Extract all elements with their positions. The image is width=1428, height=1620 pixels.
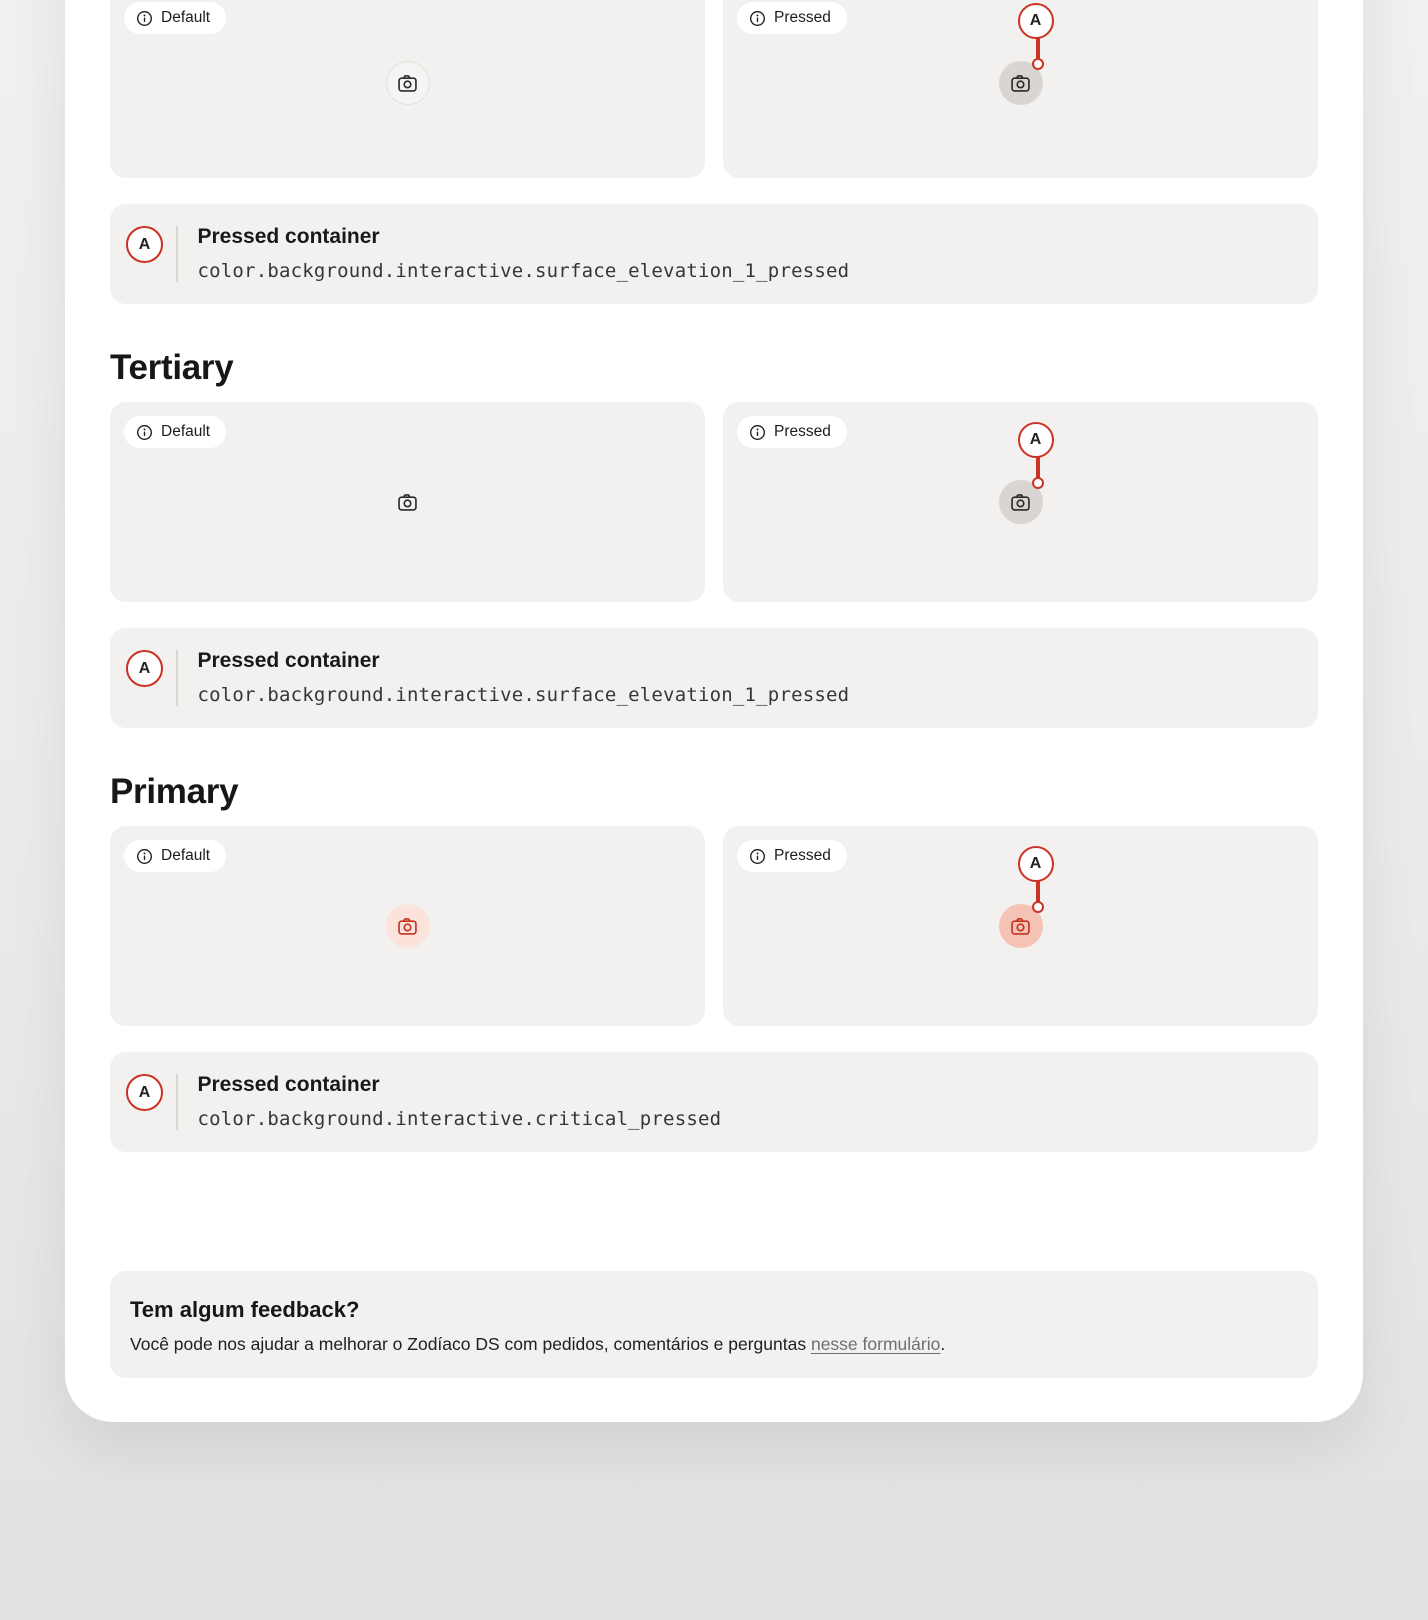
camera-icon-button[interactable]: [386, 480, 430, 524]
camera-icon-button[interactable]: [386, 904, 430, 948]
icon-button-wrap: [999, 431, 1043, 524]
annotation-pressed-container: [110, 628, 1318, 728]
camera-icon: [1009, 915, 1032, 938]
state-panels: [110, 402, 1318, 602]
info-icon: [749, 848, 766, 865]
info-icon: [136, 424, 153, 441]
camera-icon: [1009, 72, 1032, 95]
icon-button-wrap: [386, 61, 430, 105]
info-icon: [136, 10, 153, 27]
annotation-marker-a: A: [126, 1074, 163, 1111]
annotation-token: color.background.interactive.critical_pressed: [197, 1108, 722, 1130]
state-badge-label: Default: [161, 847, 211, 864]
divider: [176, 650, 178, 706]
annotation-title: Pressed container: [197, 1073, 380, 1096]
icon-button-wrap: [386, 904, 430, 948]
annotation-token: color.background.interactive.surface_elevation_1_pressed: [197, 684, 850, 706]
info-icon: [749, 424, 766, 441]
camera-icon: [396, 915, 419, 938]
section-title: Tertiary: [110, 348, 234, 387]
annotation-endpoint-dot: [1032, 58, 1044, 70]
section-title: Primary: [110, 772, 239, 811]
camera-icon-button[interactable]: [386, 61, 430, 105]
feedback-text-prefix: Você pode nos ajudar a melhorar o Zodíaco DS com pedidos, comentários e perguntas: [130, 1334, 811, 1354]
icon-button-wrap: [999, 855, 1043, 948]
annotation-marker-a: A: [1018, 422, 1054, 458]
camera-icon: [396, 491, 419, 514]
design-doc-card: [65, 0, 1363, 1422]
state-badge-label: Pressed: [774, 423, 831, 440]
annotation-title: Pressed container: [197, 649, 380, 672]
state-badge-default: [124, 416, 226, 448]
camera-icon: [396, 72, 419, 95]
annotation-token: color.background.interactive.surface_elevation_1_pressed: [197, 260, 850, 282]
state-badge-pressed: [737, 416, 847, 448]
annotation-endpoint-dot: [1032, 901, 1044, 913]
annotation-marker-a: A: [1018, 3, 1054, 39]
annotation-endpoint-dot: [1032, 477, 1044, 489]
icon-button-wrap: [386, 480, 430, 524]
section-secondary: [110, 0, 1318, 304]
annotation-pressed-container: [110, 1052, 1318, 1152]
section-tertiary: [110, 348, 1318, 728]
state-badge-label: Pressed: [774, 847, 831, 864]
feedback-box: [110, 1271, 1318, 1378]
panel-default: [110, 402, 705, 602]
state-panels: [110, 826, 1318, 1026]
state-badge-pressed: [737, 840, 847, 872]
annotation-title: Pressed container: [197, 225, 380, 248]
annotation-text: [198, 224, 850, 282]
annotation-marker-a: A: [1018, 846, 1054, 882]
annotation-text: [198, 1072, 722, 1130]
icon-button-wrap: [999, 12, 1043, 105]
state-badge-label: Default: [161, 423, 211, 440]
feedback-title: Tem algum feedback?: [130, 1297, 360, 1322]
camera-icon: [1009, 491, 1032, 514]
panel-default: [110, 826, 705, 1026]
annotation-text: [198, 648, 850, 706]
state-badge-pressed: [737, 2, 847, 34]
state-badge-default: [124, 840, 226, 872]
divider: [176, 1074, 178, 1130]
divider: [176, 226, 178, 282]
annotation-marker-a: A: [126, 226, 163, 263]
feedback-text-suffix: .: [940, 1334, 946, 1354]
panel-default: [110, 0, 705, 178]
state-badge-label: Pressed: [774, 9, 831, 26]
annotation-pressed-container: [110, 204, 1318, 304]
state-badge-default: [124, 2, 226, 34]
panel-pressed: [723, 402, 1318, 602]
section-primary: [110, 772, 1318, 1152]
panel-pressed: [723, 0, 1318, 178]
state-panels: [110, 0, 1318, 178]
state-badge-label: Default: [161, 9, 211, 26]
annotation-marker-a: A: [126, 650, 163, 687]
info-icon: [749, 10, 766, 27]
feedback-form-link[interactable]: nesse formulário: [810, 1334, 941, 1354]
info-icon: [136, 848, 153, 865]
feedback-body: [130, 1332, 1298, 1356]
panel-pressed: [723, 826, 1318, 1026]
